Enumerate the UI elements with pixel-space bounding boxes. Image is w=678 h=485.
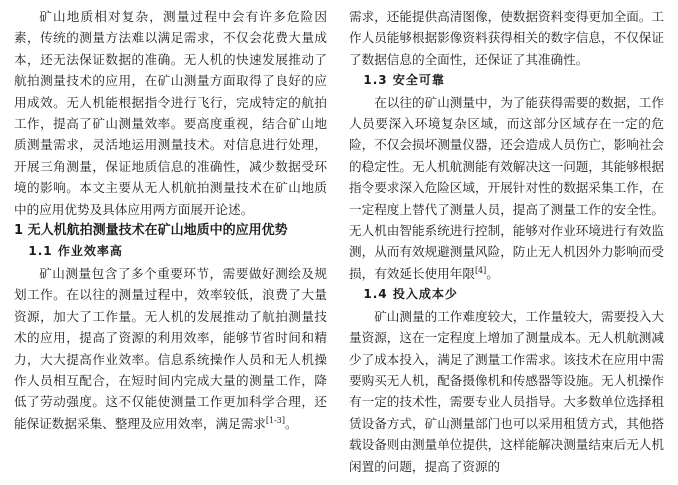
paragraph-1-3 (349, 92, 664, 285)
subsection-heading-1-1: 1.1 作业效率高 (28, 244, 123, 259)
subsection-heading-1-4: 1.4 投入成本少 (363, 287, 458, 302)
citation-1-3: [1-3] (265, 415, 285, 425)
paragraph-1-1-text: 矿山测量包含了多个重要环节，需要做好测绘及规划工作。在以往的测量过程中，效率较低，浪费了大量资源，加大了工作量。无人机的发展推动了航拍测量技术的应用，提高了资源的利用效率，能够节省时间和精力，大大提高作业效率。信息系统操作人员和无人机操作人员相互配合，在短时间内完成大量的测量工作，降低了劳动强度。这不仅能使测量工作更加科学合理，还能保证数据采集、整理及应用效率，满足需求 (14, 265, 327, 431)
citation-4: [4] (474, 265, 487, 275)
paragraph-1-4: 矿山测量的工作难度较大，工作量较大，需要投入大量资源，这在一定程度上增加了测量成本。无人机航测减少了成本投入，满足了测量工作需求。该技术在应用中需要购买无人机，配备摄像机和传感器等设施。无人机操作有一定的技术性，需要专业人员指导。大多数单位选择租赁设备方式，矿山测量部门也可以采用租赁方式，其他搭载设备则由测量单位提供，这样能解决测量结束后无人机闲置的问题，提高了资源的 (349, 308, 664, 474)
intro-paragraph: 矿山地质相对复杂，测量过程中会有许多危险因素，传统的测量方法难以满足需求，不仅会花费大量成本，还无法保证数据的准确。无人机的快速发展推动了航拍测量技术的应用，在矿山测量方面取得了良好的应用成效。无人机能根据指令进行飞行，完成特定的航拍工作，提高了矿山测量效率。要高度重视，结合矿山地质测量需求，灵活地运用测量技术。对信息进行处理，开展三角测量，保证地质信息的准确性，减少数据受环境的影响。本文主要从无人机航拍测量技术在矿山地质中的应用优势及具体应用两方面展开论述。 (14, 9, 327, 217)
paragraph-1-3-end: 。 (486, 265, 499, 281)
continued-paragraph: 需求，还能提供高清图像，使数据资料变得更加全面。工作人员能够根据影像资料获得相关的数字信息，不仅保证了数据信息的全面性，还保证了其准确性。 (349, 9, 664, 67)
right-column (349, 6, 664, 477)
paragraph-1-1-end: 。 (285, 415, 298, 431)
paragraph-1-3-text: 在以往的矿山测量中，为了能获得需要的数据，工作人员要深入环境复杂区域，而这部分区域存在一定的危险，不仅会损坏测量仪器，还会造成人员伤亡，影响社会的稳定性。无人机航测能有效解决这一问题，其能够根据指令要求深入危险区域，开展针对性的数据采集工作，在一定程度上替代了测量人员，提高了测量工作的安全性。无人机由智能系统进行控制，能够对作业环境进行有效监测，从而有效规避测量风险，防止无人机因外力影响而受损，有效延长使用年限 (349, 94, 664, 281)
subsection-heading-1-3: 1.3 安全可靠 (363, 73, 445, 88)
section-heading-1: 1 无人机航拍测量技术在矿山地质中的应用优势 (14, 223, 288, 239)
left-column (14, 6, 327, 434)
paragraph-1-1 (14, 263, 327, 434)
